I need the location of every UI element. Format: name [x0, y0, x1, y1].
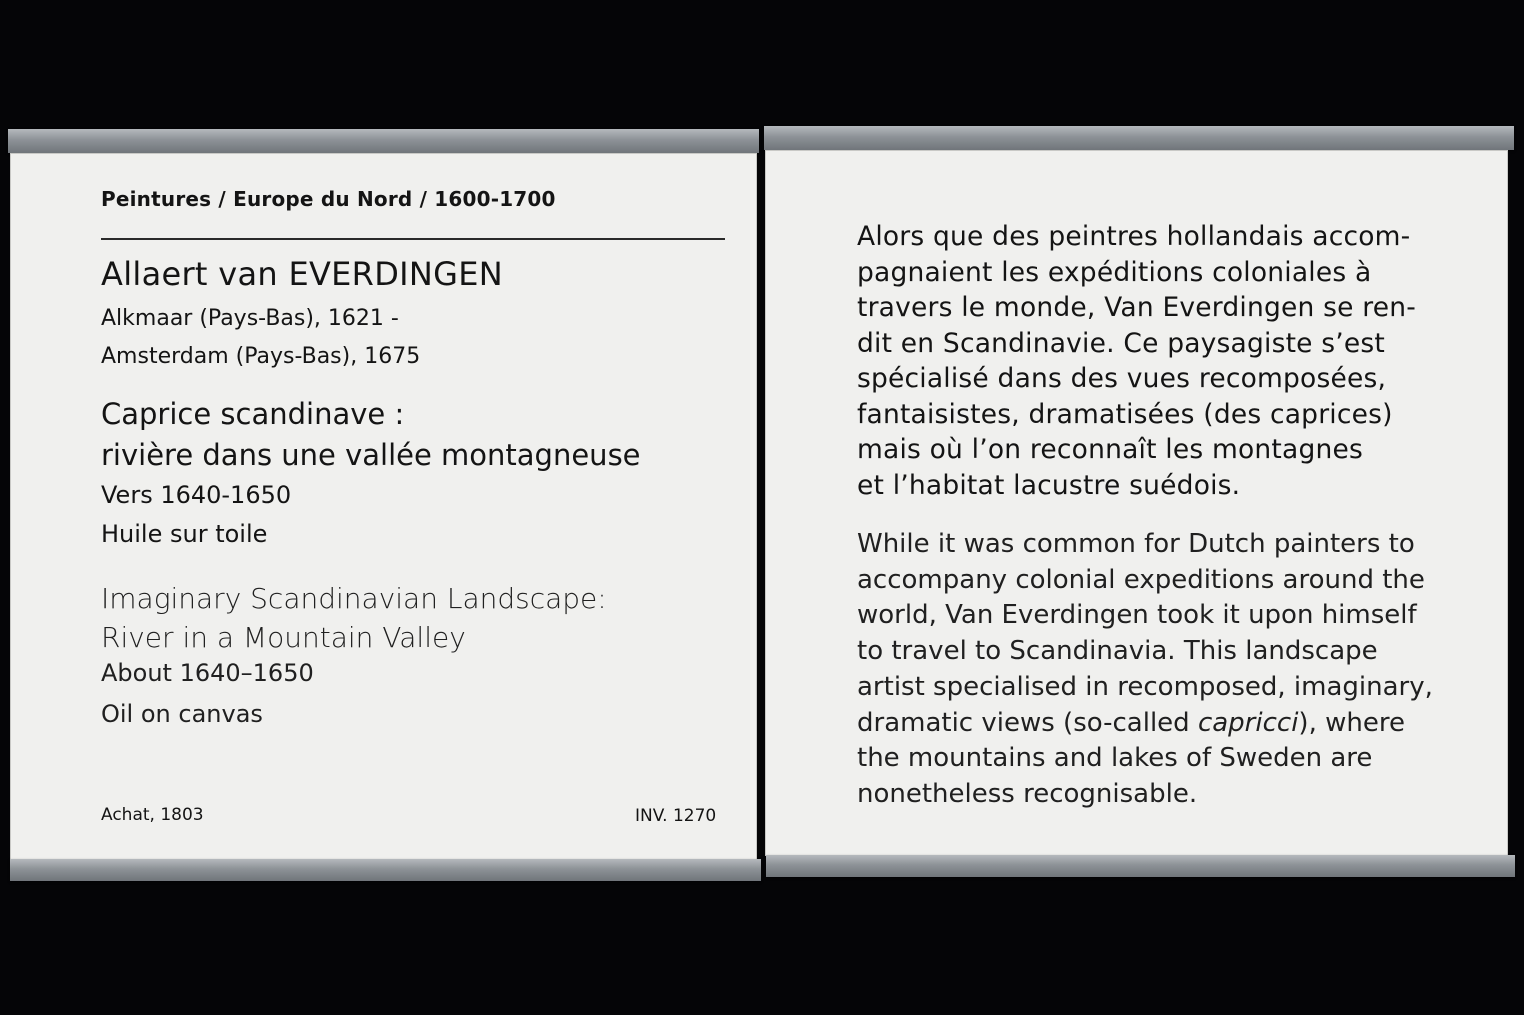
description-english-line: the mountains and lakes of Sweden are — [857, 743, 1373, 774]
artist-life — [101, 300, 420, 376]
title-french — [101, 394, 641, 476]
description-english-line: accompany colonial expeditions around the — [857, 564, 1425, 595]
description-english-line: artist specialised in recomposed, imaginary, — [857, 671, 1433, 702]
medium-french: Huile sur toile — [101, 520, 268, 548]
description-french-line: mais où l’on reconnaît les montagnes — [857, 434, 1363, 465]
description-english-line: world, Van Everdingen took it upon himself — [857, 600, 1417, 631]
description-french — [857, 219, 1416, 503]
divider-line — [101, 238, 725, 240]
description-english — [857, 527, 1433, 813]
label-card-right — [765, 150, 1508, 856]
description-french-line: pagnaient les expéditions coloniales à — [857, 256, 1372, 288]
rail-top-right — [764, 126, 1514, 150]
title-english-line-2: River in a Mountain Valley — [101, 621, 466, 654]
title-english — [101, 579, 607, 657]
description-english-line: While it was common for Dutch painters to — [857, 529, 1415, 559]
title-english-line-1: Imaginary Scandinavian Landscape: — [101, 582, 607, 615]
title-french-line-2: rivière dans une vallée montagneuse — [101, 438, 641, 472]
title-french-line-1: Caprice scandinave : — [101, 397, 405, 431]
text-segment: dramatic views (so-called — [857, 707, 1198, 738]
description-english-line: to travel to Scandinavia. This landscape — [857, 636, 1378, 667]
description-english-line — [857, 706, 1433, 742]
rail-bottom-right — [766, 855, 1515, 877]
date-french: Vers 1640-1650 — [101, 481, 292, 509]
rail-bottom-left — [10, 859, 761, 881]
italic-term: capricci — [1197, 707, 1299, 738]
description-french-line: dit en Scandinavie. Ce paysagiste s’est — [857, 327, 1386, 359]
text-segment: ), where — [1298, 707, 1405, 738]
description-french-line: et l’habitat lacustre suédois. — [857, 469, 1241, 501]
artist-death: Amsterdam (Pays-Bas), 1675 — [101, 344, 421, 369]
artist-name: Allaert van EVERDINGEN — [101, 255, 503, 293]
description-english-line: nonetheless recognisable. — [857, 778, 1198, 809]
description-french-line: Alors que des peintres hollandais accom- — [857, 221, 1411, 252]
description-french-line: spécialisé dans des vues recomposées, — [857, 363, 1387, 394]
acquisition-note: Achat, 1803 — [101, 805, 204, 825]
inventory-number: INV. 1270 — [635, 806, 717, 826]
date-english: About 1640–1650 — [101, 659, 314, 687]
description-french-line: travers le monde, Van Everdingen se ren- — [857, 292, 1417, 323]
description-french-line: fantaisistes, dramatisées (des caprices) — [857, 398, 1393, 430]
medium-english: Oil on canvas — [101, 700, 263, 728]
breadcrumb: Peintures / Europe du Nord / 1600-1700 — [101, 187, 556, 211]
label-card-left — [10, 153, 757, 860]
rail-top-left — [8, 129, 759, 153]
artist-birth: Alkmaar (Pays-Bas), 1621 - — [101, 306, 399, 331]
